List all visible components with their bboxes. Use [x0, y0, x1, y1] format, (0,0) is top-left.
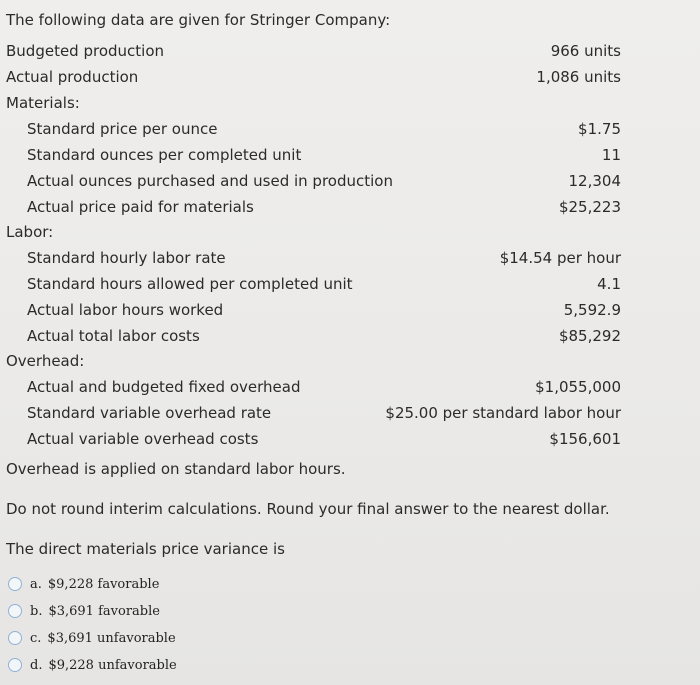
budgeted-production-label: Budgeted production — [6, 42, 165, 60]
budgeted-production-value: 966 units — [550, 42, 621, 60]
option-a-text: $9,228 favorable — [47, 576, 160, 592]
actual-production-value: 1,086 units — [536, 68, 621, 86]
option-a[interactable] — [8, 575, 159, 593]
fixed-overhead-value: $1,055,000 — [535, 378, 621, 396]
option-d[interactable] — [8, 656, 177, 674]
labor-heading: Labor: — [6, 223, 54, 241]
std-hours-per-unit-value: 4.1 — [597, 275, 621, 293]
option-c-letter: c. — [30, 630, 42, 646]
actual-labor-hours-value: 5,592.9 — [563, 301, 621, 319]
option-b-radio[interactable] — [8, 604, 22, 618]
overhead-note: Overhead is applied on standard labor hours. — [6, 460, 346, 478]
actual-ounces-value: 12,304 — [568, 172, 621, 190]
actual-labor-costs-label: Actual total labor costs — [27, 327, 200, 345]
option-d-text: $9,228 unfavorable — [48, 657, 177, 673]
actual-price-materials-label: Actual price paid for materials — [27, 198, 254, 216]
option-a-radio[interactable] — [8, 577, 22, 591]
option-a-letter: a. — [30, 576, 42, 592]
actual-labor-costs-value: $85,292 — [558, 327, 621, 345]
option-b-letter: b. — [30, 603, 43, 619]
variable-overhead-rate-label: Standard variable overhead rate — [27, 404, 272, 422]
std-hourly-rate-label: Standard hourly labor rate — [27, 249, 226, 267]
option-d-radio[interactable] — [8, 658, 22, 672]
actual-labor-hours-label: Actual labor hours worked — [27, 301, 224, 319]
std-ounces-per-unit-value: 11 — [601, 146, 621, 164]
actual-variable-overhead-label: Actual variable overhead costs — [27, 430, 259, 448]
actual-production-label: Actual production — [6, 68, 139, 86]
option-c[interactable] — [8, 629, 176, 647]
fixed-overhead-label: Actual and budgeted fixed overhead — [27, 378, 301, 396]
option-c-text: $3,691 unfavorable — [47, 630, 176, 646]
std-hours-per-unit-label: Standard hours allowed per completed unit — [27, 275, 353, 293]
actual-variable-overhead-value: $156,601 — [549, 430, 621, 448]
std-hourly-rate-value: $14.54 per hour — [499, 249, 621, 267]
std-ounces-per-unit-label: Standard ounces per completed unit — [27, 146, 302, 164]
overhead-heading: Overhead: — [6, 352, 85, 370]
actual-price-materials-value: $25,223 — [558, 198, 621, 216]
rounding-instruction: Do not round interim calculations. Round your final answer to the nearest dollar. — [6, 500, 610, 518]
materials-heading: Materials: — [6, 94, 80, 112]
question-text: The direct materials price variance is — [6, 540, 285, 558]
option-b-text: $3,691 favorable — [48, 603, 160, 619]
std-price-per-ounce-label: Standard price per ounce — [27, 120, 218, 138]
variable-overhead-rate-value: $25.00 per standard labor hour — [385, 404, 621, 422]
option-c-radio[interactable] — [8, 631, 22, 645]
intro-text: The following data are given for Stringer Company: — [6, 11, 391, 29]
actual-ounces-label: Actual ounces purchased and used in production — [27, 172, 393, 190]
std-price-per-ounce-value: $1.75 — [578, 120, 621, 138]
option-d-letter: d. — [30, 657, 43, 673]
option-b[interactable] — [8, 602, 160, 620]
